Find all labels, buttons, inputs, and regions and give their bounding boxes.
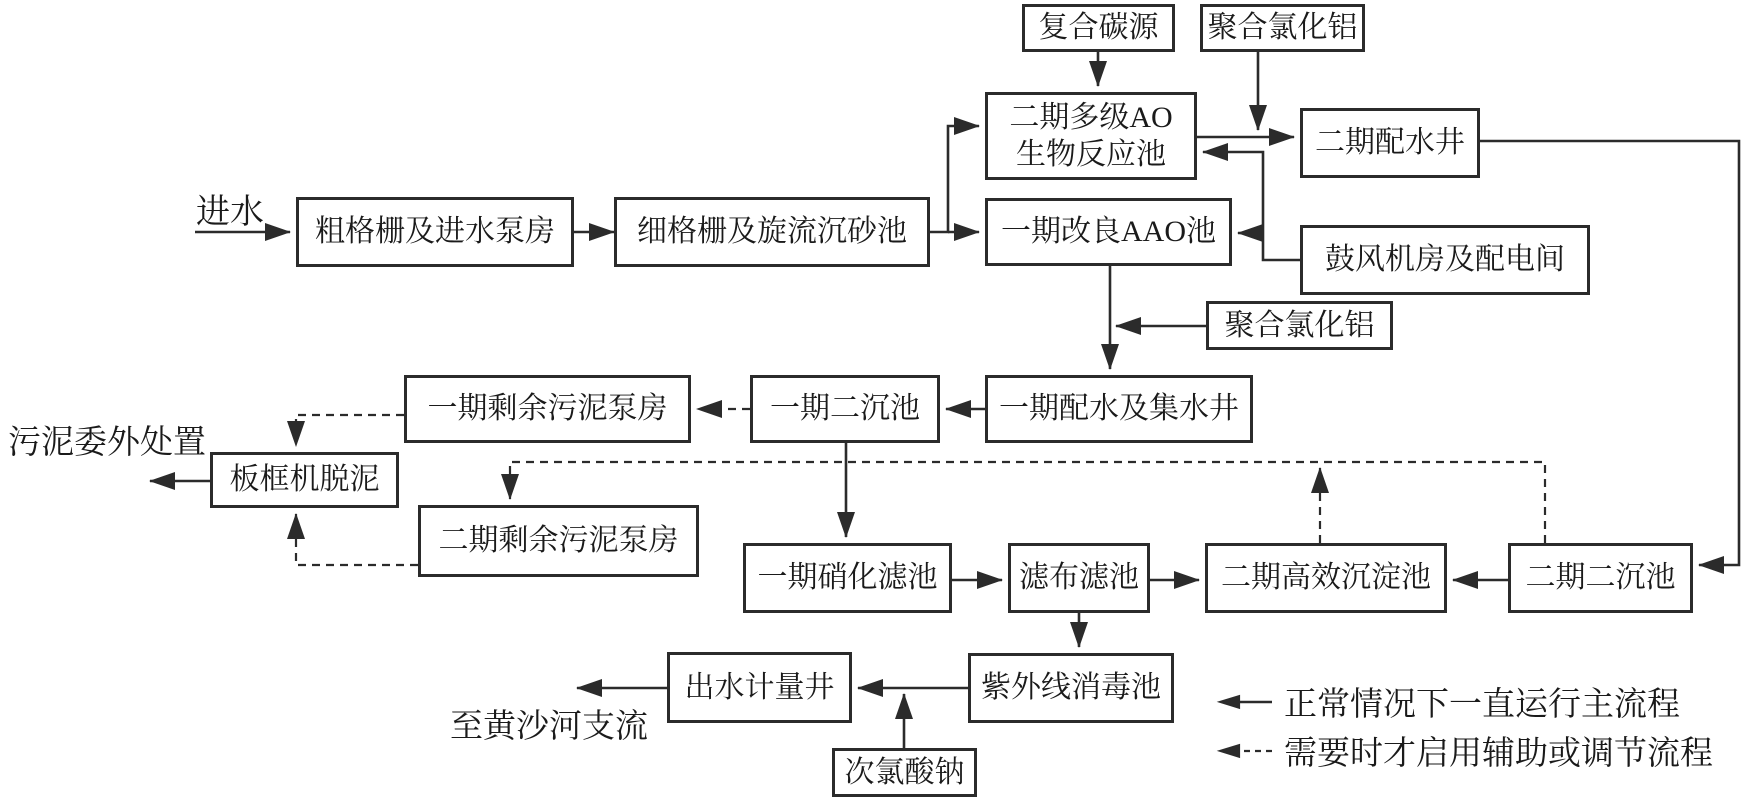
flow-main-group xyxy=(150,52,1739,748)
node-phase1-excess-sludge-pump xyxy=(404,375,691,443)
node-label: 二期配水井 xyxy=(1315,126,1465,160)
node-label: 粗格栅及进水泵房 xyxy=(315,215,555,249)
effluent-destination-label: 至黄沙河支流 xyxy=(450,709,648,745)
flow-distribution-well-to-phase2-sedimentation xyxy=(1480,141,1739,565)
node-label: 一期二沉池 xyxy=(770,392,920,426)
node-label: 次氯酸钠 xyxy=(844,755,965,789)
node-phase1-collection-well xyxy=(985,375,1253,443)
node-label: 二期多级AO xyxy=(1009,100,1173,134)
node-phase2-secondary-sedimentation xyxy=(1508,543,1693,613)
node-plate-frame-dewatering xyxy=(210,452,399,508)
node-label: 紫外线消毒池 xyxy=(981,671,1161,705)
node-sodium-hypochlorite xyxy=(832,748,977,797)
node-label: 二期二沉池 xyxy=(1525,561,1676,595)
node-cloth-filter xyxy=(1008,543,1150,613)
node-label: 一期剩余污泥泵房 xyxy=(427,392,668,426)
node-phase1-improved-aao xyxy=(985,198,1232,266)
legend-main-process xyxy=(1214,678,1680,725)
node-phase2-high-efficiency-sedimentation xyxy=(1205,543,1447,613)
node-label: 生物反应池 xyxy=(1016,138,1166,171)
flow-phase2-sludge-pump-to-dewatering xyxy=(296,514,418,565)
node-uv-disinfection xyxy=(968,653,1174,723)
node-blower-room xyxy=(1300,225,1590,295)
node-phase2-distribution-well xyxy=(1300,108,1480,178)
flow-fine-screen-to-phase2-ao xyxy=(930,126,979,232)
node-fine-screen-grit-chamber xyxy=(614,197,930,267)
node-label: 二期高效沉淀池 xyxy=(1221,561,1431,595)
node-label: 聚合氯化铝 xyxy=(1224,308,1375,342)
node-label: 鼓风机房及配电间 xyxy=(1325,243,1565,277)
influent-label: 进水 xyxy=(196,194,264,231)
node-pac-mid xyxy=(1206,301,1393,350)
legend-dashed-arrow-icon xyxy=(1214,741,1274,761)
node-label: 细格栅及旋流沉砂池 xyxy=(637,215,907,249)
sludge-disposal-label: 污泥委外处置 xyxy=(8,425,206,461)
node-phase2-multistage-ao xyxy=(985,92,1197,180)
node-coarse-screen-pump-house xyxy=(296,197,574,267)
node-effluent-metering-well xyxy=(667,652,852,723)
node-label: 二期剩余污泥泵房 xyxy=(438,524,679,558)
node-pac-top xyxy=(1200,4,1365,52)
legend-solid-arrow-icon xyxy=(1214,692,1274,712)
node-label: 聚合氯化铝 xyxy=(1207,11,1358,45)
node-label: 出水计量井 xyxy=(684,670,835,704)
legend-dashed-label: 需要时才启用辅助或调节流程 xyxy=(1284,736,1713,772)
node-phase2-excess-sludge-pump xyxy=(418,505,699,577)
legend-solid-label: 正常情况下一直运行主流程 xyxy=(1284,687,1680,723)
node-label: 一期硝化滤池 xyxy=(757,561,938,595)
node-label: 板框机脱泥 xyxy=(229,463,380,497)
flow-phase1-sludge-pump-to-dewatering xyxy=(296,415,404,446)
node-label: 复合碳源 xyxy=(1038,11,1159,45)
node-label: 一期配水及集水井 xyxy=(999,392,1239,426)
legend-auxiliary-process xyxy=(1214,727,1713,774)
node-label: 一期改良AAO池 xyxy=(1001,215,1216,249)
node-phase1-nitrification-filter xyxy=(743,543,952,613)
node-label: 滤布滤池 xyxy=(1019,561,1139,595)
node-compound-carbon-source xyxy=(1022,4,1175,52)
node-phase1-secondary-sedimentation xyxy=(750,375,940,443)
